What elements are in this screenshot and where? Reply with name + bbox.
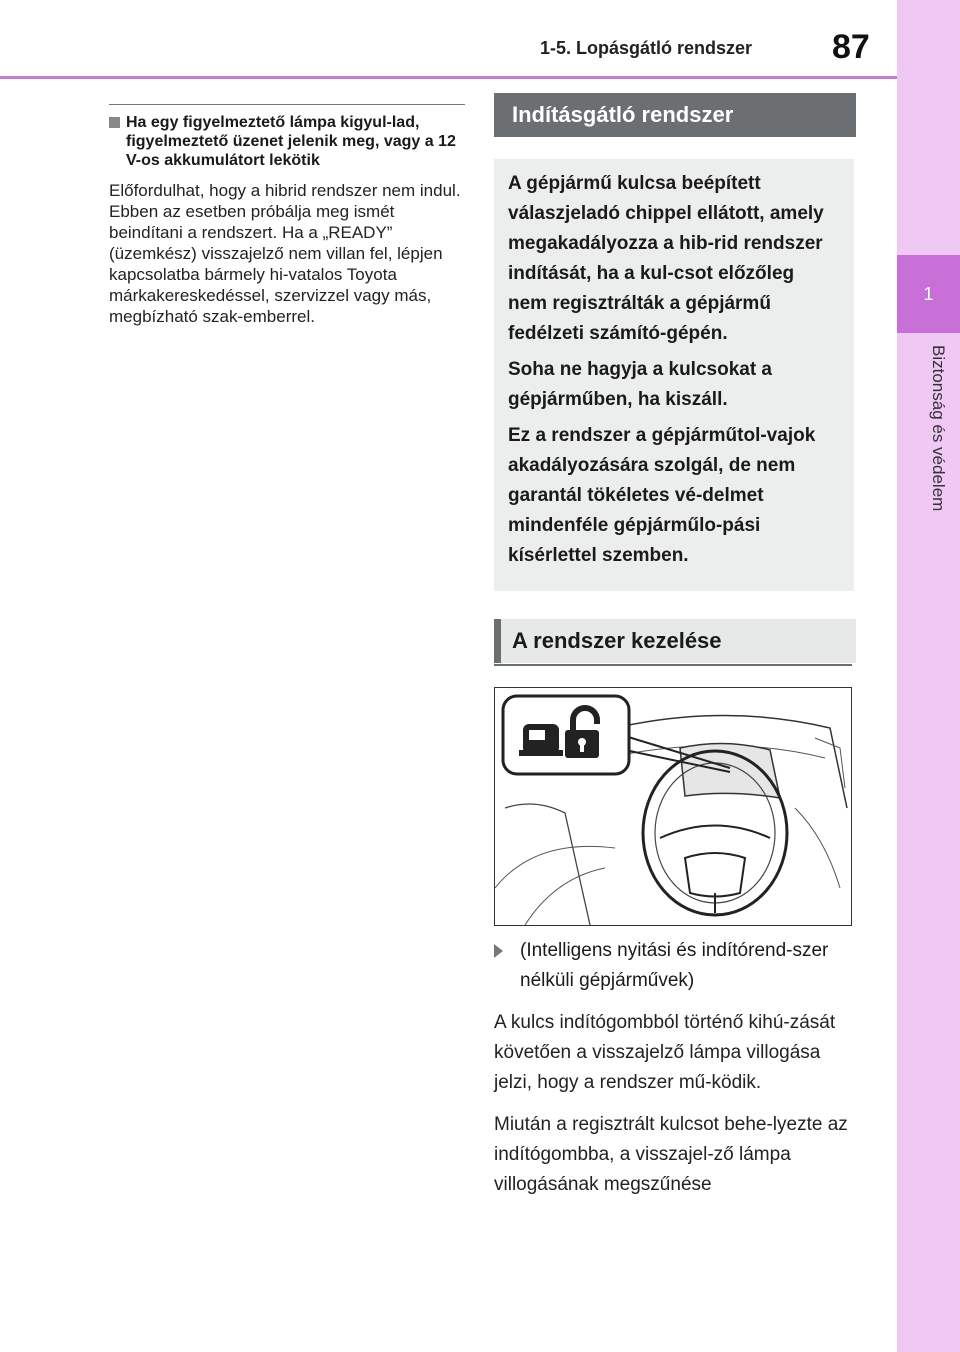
notice-paragraph: Ez a rendszer a gépjárműtol-vajok akadályozására szolgál, de nem garantál tökéletes vé-delmet mindenféle gépjárműlo-pási kísérlettel szemben.: [508, 425, 816, 566]
chapter-number: 1: [923, 283, 934, 304]
operation-paragraph-1: A kulcs indítógombból történő kihú-zását követően a visszajelző lámpa villogása jelzi, hogy a rendszer mű-ködik.: [494, 1012, 836, 1093]
immobilizer-section-title: Indításgátló rendszer: [512, 102, 734, 127]
chapter-side-tab: [897, 0, 960, 1352]
heading-underline: [494, 664, 852, 666]
page-number: 87: [832, 28, 870, 66]
heading-accent-bar: [494, 619, 501, 663]
left-divider: [109, 104, 465, 105]
chapter-label: Biztonság és védelem: [929, 345, 948, 512]
left-column: [109, 104, 465, 327]
chapter-number-box: [897, 255, 960, 333]
operation-section-title: A rendszer kezelése: [512, 628, 722, 653]
section-header-title: 1-5. Lopásgátló rendszer: [540, 38, 753, 58]
header-divider: [0, 76, 897, 79]
immobilizer-section-heading: [494, 93, 856, 137]
right-column: [494, 93, 856, 1200]
dashboard-drawing: [495, 688, 851, 925]
triangle-bullet-icon: [494, 944, 503, 958]
warning-subheading: [109, 113, 465, 170]
square-bullet-icon: [109, 117, 120, 128]
dashboard-illustration: [494, 687, 852, 926]
immobilizer-notice-box: [494, 159, 854, 591]
vehicle-type-bullet: [494, 936, 856, 996]
operation-paragraph-2: Miután a regisztrált kulcsot behe-lyezte az indítógombba, a visszajel-ző lámpa villogásának megszűnése: [494, 1114, 848, 1195]
notice-paragraph: A gépjármű kulcsa beépített válaszjeladó chippel ellátott, amely megakadályozza a hib-rid rendszer indítását, ha a kul-csot előzőleg nem regisztrálták a gépjármű fedélzeti számító-gépén.: [508, 173, 824, 344]
warning-body-text: Előfordulhat, hogy a hibrid rendszer nem indul. Ebben az esetben próbálja meg ismét beindítani a rendszert. Ha a „READY” (üzemkész) visszajelző nem villan fel, lépjen kapcsolatba bármely hi-vatalos Toyota márkakereskedéssel, szervizzel vagy más, megbízható szak-emberrel.: [109, 181, 461, 326]
notice-paragraph: Soha ne hagyja a kulcsokat a gépjárműben, ha kiszáll.: [508, 359, 772, 410]
bullet-text: (Intelligens nyitási és indítórend-szer nélküli gépjárművek): [520, 940, 829, 991]
subheading-text: Ha egy figyelmeztető lámpa kigyul-lad, figyelmeztető üzenet jelenik meg, vagy a 12 V-os akkumulátort lekötik: [126, 114, 456, 169]
operation-section-heading: [494, 619, 856, 663]
